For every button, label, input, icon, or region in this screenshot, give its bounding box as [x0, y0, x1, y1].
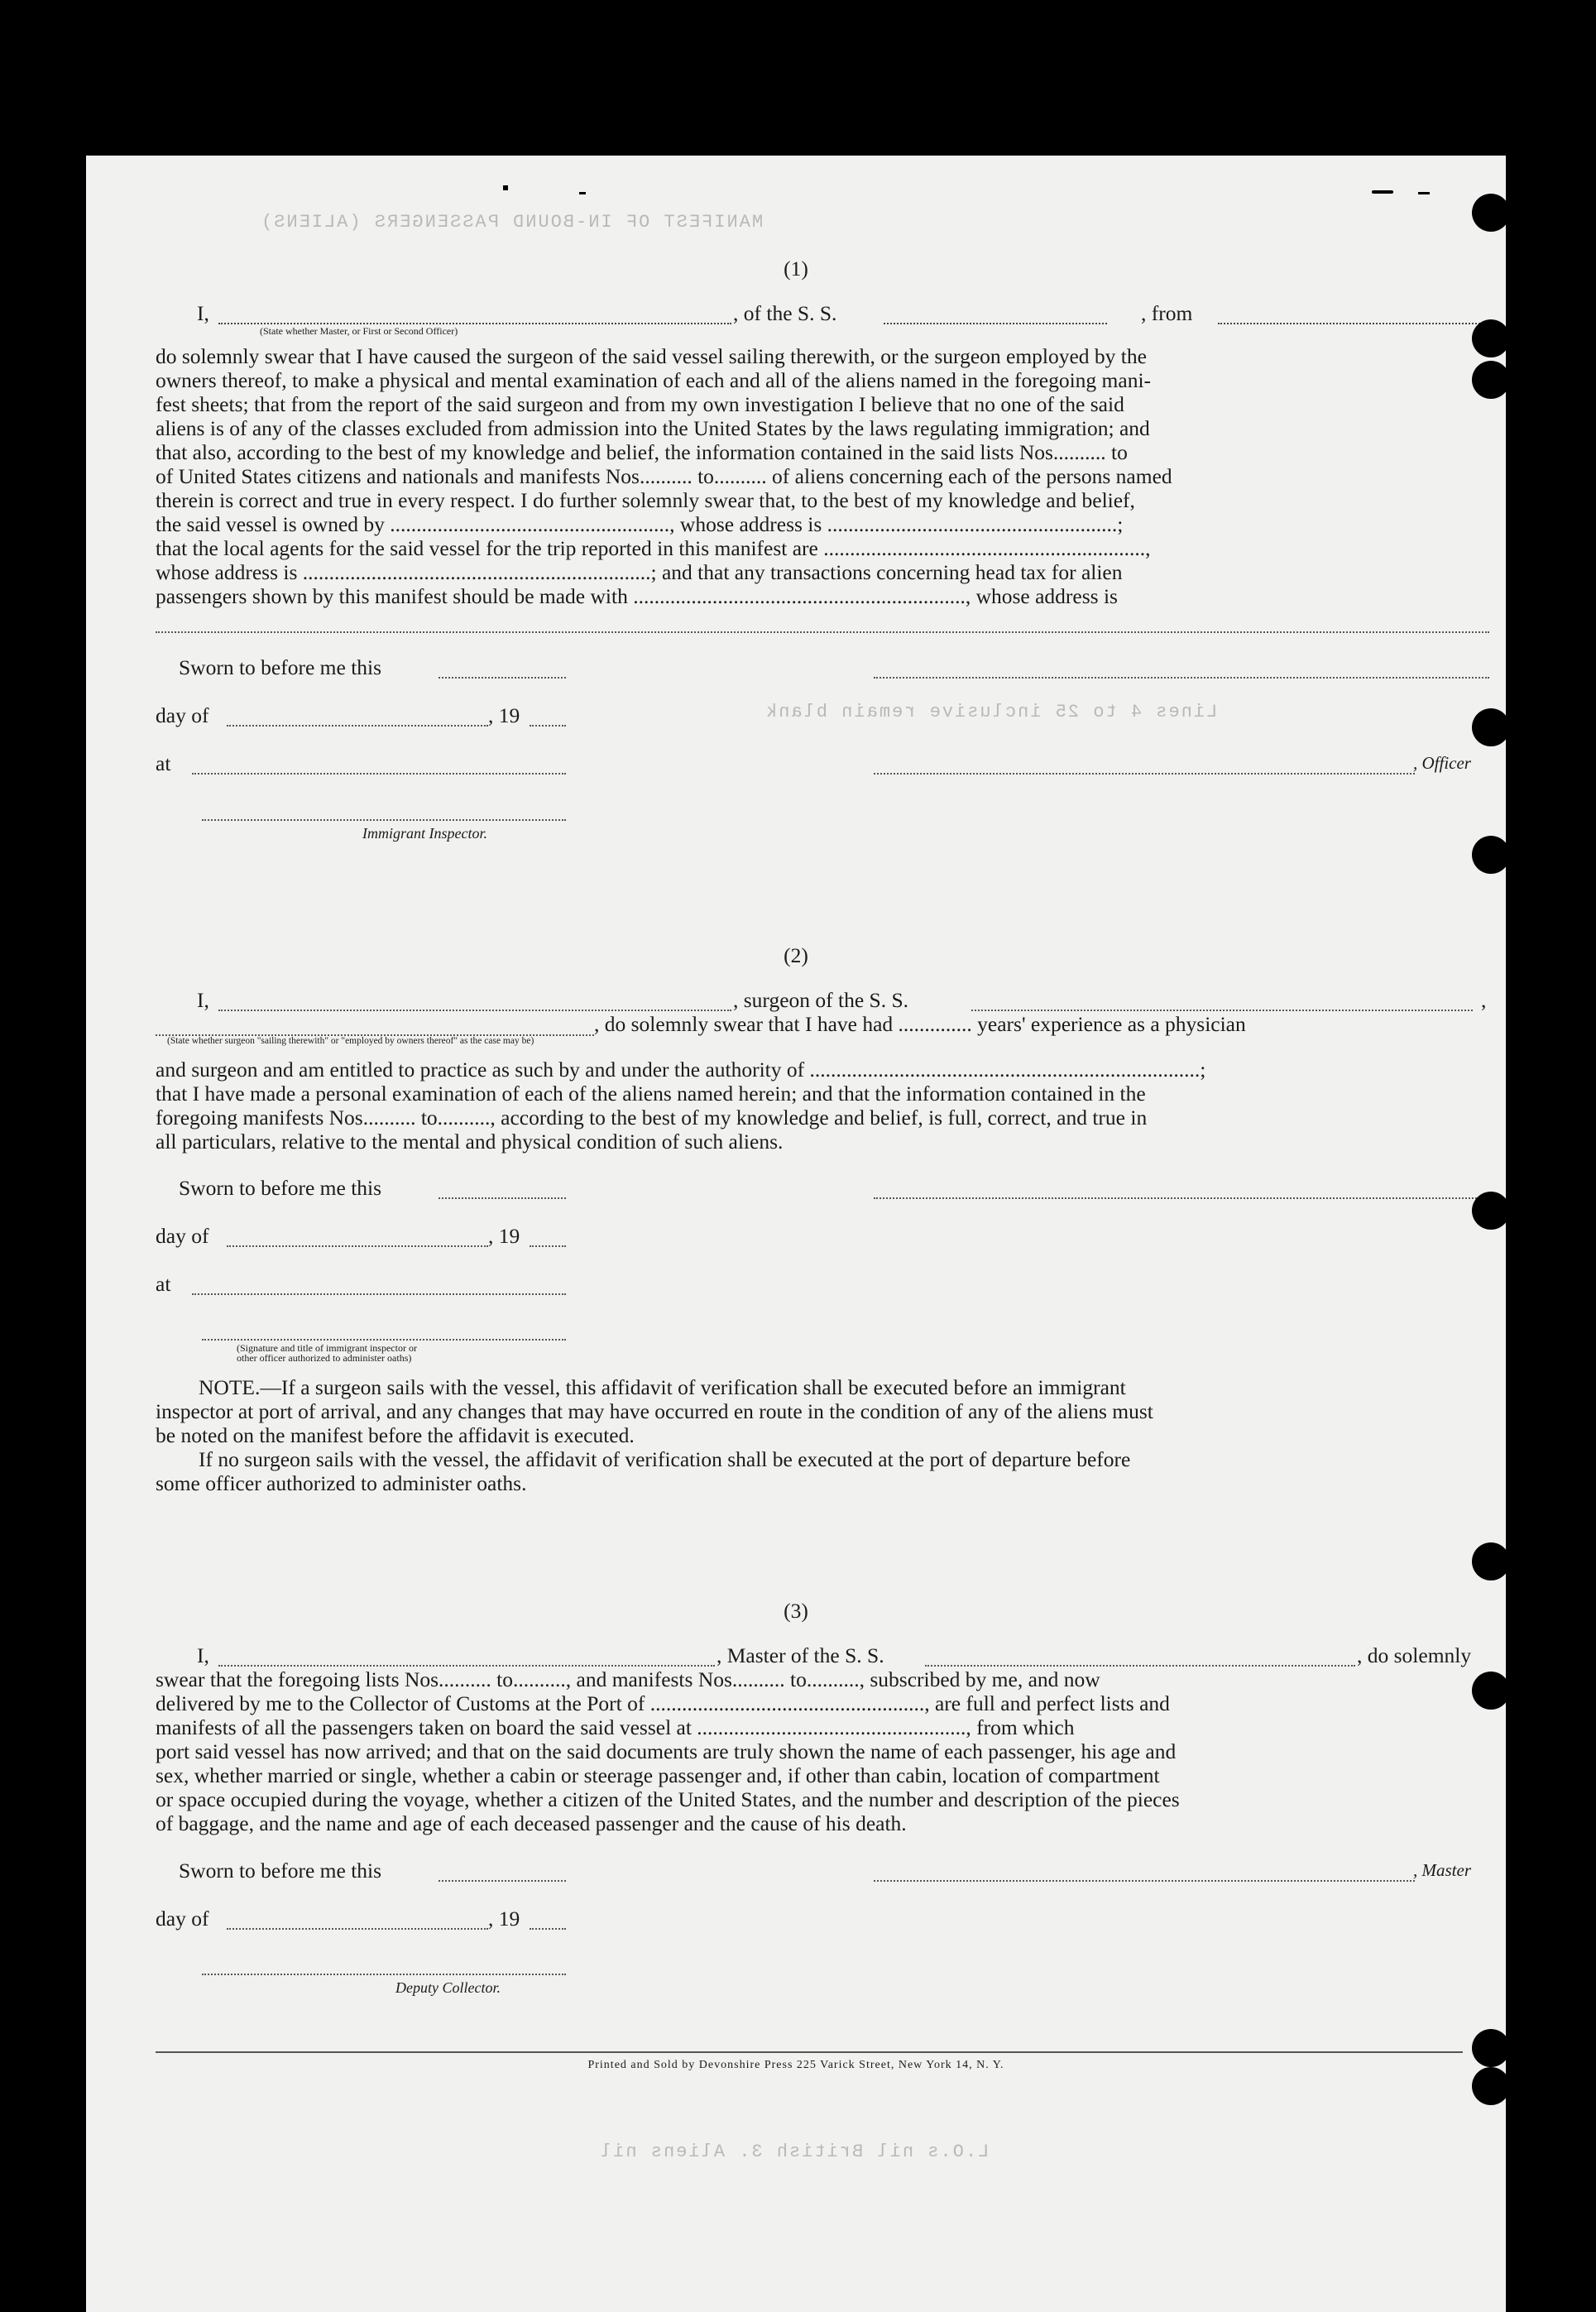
section3-day-of-label: day of	[156, 1907, 209, 1931]
section2-year-label: , 19	[488, 1224, 520, 1248]
printer-credit: Printed and Sold by Devonshire Press 225 Varick Street, New York 14, N. Y.	[587, 2059, 1004, 2071]
section2-line2: , do solemnly swear that I have had .............. years' experience as a physician	[594, 1012, 1246, 1036]
section1-line-8: that the local agents for the said vessel for the trip reported in this manifest are .............................................................,	[156, 536, 1151, 560]
section2-place-field[interactable]	[192, 1293, 566, 1295]
immigrant-inspector-label: Immigrant Inspector.	[362, 825, 487, 842]
form-page	[86, 156, 1506, 2312]
section2-ss-label: , surgeon of the S. S.	[733, 988, 909, 1012]
section2-year-field[interactable]	[530, 1245, 566, 1247]
note-line-0: NOTE.—If a surgeon sails with the vessel, this affidavit of verification shall be executed before an immigrant	[199, 1375, 1126, 1399]
section1-line-0: do solemnly swear that I have caused the surgeon of the said vessel sailing therewith, or the surgeon employed by the	[156, 344, 1147, 368]
vessel-name-field[interactable]	[884, 305, 1107, 324]
section2-day-of-label: day of	[156, 1224, 209, 1248]
note-line-4: some officer authorized to administer oaths.	[156, 1471, 527, 1495]
section1-line-7: the said vessel is owned by ....................................................., whose address is .......................................................;	[156, 512, 1124, 536]
deputy-collector-signature[interactable]	[202, 1974, 566, 1975]
binding-hole	[1472, 361, 1506, 399]
section1-day-of-label: day of	[156, 703, 209, 727]
section2-line-3: all particulars, relative to the mental and physical condition of such aliens.	[156, 1130, 784, 1154]
section1-line-4: that also, according to the best of my knowledge and belief, the information contained in the said lists Nos.......... to	[156, 440, 1128, 464]
speck	[579, 192, 586, 194]
section1-i-label: I,	[197, 301, 209, 325]
section1-ss-label: , of the S. S.	[733, 301, 837, 325]
master-name-field[interactable]	[218, 1665, 715, 1667]
speck	[1372, 190, 1393, 194]
bleed-through-header: MANIFEST OF IN-BOUND PASSENGERS (ALIENS)	[260, 212, 764, 233]
binding-hole	[1472, 319, 1506, 357]
section2-officer-signature[interactable]	[202, 1339, 566, 1341]
binding-hole	[1472, 836, 1506, 874]
speck	[1418, 192, 1430, 194]
binding-hole	[1472, 1192, 1506, 1230]
note-line-2: be noted on the manifest before the affidavit is executed.	[156, 1423, 635, 1447]
section2-month-field[interactable]	[227, 1245, 488, 1247]
surgeon-note: (State whether surgeon "sailing therewith" or "employed by owners thereof" as the case may be)	[167, 1036, 534, 1046]
section3-line-0: swear that the foregoing lists Nos.......... to.........., and manifests Nos.......... to.........., subscribed by me, and now	[156, 1667, 1100, 1691]
section1-line-1: owners thereof, to make a physical and mental examination of each and all of the aliens named in the foregoing mani-	[156, 368, 1152, 392]
section3-number: (3)	[784, 1599, 808, 1623]
section1-place-field[interactable]	[192, 773, 566, 775]
section3-i-label: I,	[197, 1643, 209, 1667]
section2-vessel-field[interactable]	[971, 1010, 1473, 1011]
bleed-through-footer: L.O.s nil British 3. Aliens nil	[599, 2142, 990, 2162]
rank-field[interactable]	[218, 305, 731, 324]
section1-from-label: , from	[1141, 301, 1193, 325]
section1-line-3: aliens is of any of the classes excluded from admission into the United States by the laws regulating immigration; and	[156, 416, 1150, 440]
binding-hole	[1472, 194, 1506, 232]
section3-line-1: delivered by me to the Collector of Customs at the Port of ...................................................., are full and perfect lists and	[156, 1691, 1170, 1715]
section1-line-6: therein is correct and true in every respect. I do further solemnly swear that, to the best of my knowledge and belief,	[156, 488, 1135, 512]
section2-i-label: I,	[197, 988, 209, 1012]
section3-master-label: , Master of the S. S.	[717, 1643, 884, 1667]
master-label: , Master	[1413, 1860, 1471, 1880]
section1-line-2: fest sheets; that from the report of the said surgeon and from my own investigation I believe that no one of the said	[156, 392, 1124, 416]
deputy-collector-label: Deputy Collector.	[395, 1979, 501, 1996]
bleed-through-lines: Lines 4 to 25 inclusive remain blank	[764, 702, 1218, 722]
section3-line-2: manifests of all the passengers taken on board the said vessel at ..................................................., from which	[156, 1715, 1075, 1739]
section2-comma: ,	[1481, 988, 1487, 1012]
section2-line-1: that I have made a personal examination of each of the aliens named herein; and that the information contained in the	[156, 1082, 1146, 1106]
section3-line-4: sex, whether married or single, whether a cabin or steerage passenger and, if other than cabin, location of compartment	[156, 1763, 1160, 1787]
section1-officer-signature-top[interactable]	[874, 677, 1489, 679]
surgeon-signature-field[interactable]	[874, 1197, 1489, 1199]
section1-line-5: of United States citizens and nationals and manifests Nos.......... to.......... of aliens concerning each of the persons named	[156, 464, 1172, 488]
master-signature-field[interactable]	[874, 1880, 1415, 1882]
section3-line-6: of baggage, and the name and age of each deceased passenger and the cause of his death.	[156, 1811, 907, 1835]
section3-month-field[interactable]	[227, 1928, 488, 1930]
section1-line-10: passengers shown by this manifest should be made with ..............................................................., whose address is	[156, 584, 1118, 608]
section1-sworn-date-field[interactable]	[439, 677, 566, 679]
section2-sworn-label: Sworn to before me this	[179, 1176, 382, 1200]
note-line-1: inspector at port of arrival, and any changes that may have occurred en route in the condition of any of the aliens must	[156, 1399, 1153, 1423]
section1-sworn-label: Sworn to before me this	[179, 655, 382, 679]
immigrant-inspector-signature[interactable]	[202, 819, 566, 821]
rank-note: (State whether Master, or First or Second Officer)	[260, 325, 458, 337]
section1-number: (1)	[784, 257, 808, 281]
surgeon-name-field[interactable]	[218, 1010, 731, 1011]
address-continuation-line	[156, 631, 1489, 633]
section1-year-label: , 19	[488, 703, 520, 727]
signature-note-1: (Signature and title of immigrant inspector or	[237, 1342, 417, 1354]
section2-number: (2)	[784, 943, 808, 967]
section3-line-5: or space occupied during the voyage, whether a citizen of the United States, and the number and description of the pieces	[156, 1787, 1180, 1811]
section3-year-field[interactable]	[530, 1928, 566, 1930]
section3-end-label: , do solemnly	[1357, 1643, 1472, 1667]
section3-line-3: port said vessel has now arrived; and that on the said documents are truly shown the name of each passenger, his age and	[156, 1739, 1177, 1763]
section3-vessel-field[interactable]	[925, 1665, 1355, 1667]
section2-line-0: and surgeon and am entitled to practice as such by and under the authority of ..........................................................................;	[156, 1058, 1206, 1082]
footer-rule	[156, 2051, 1463, 2053]
section1-at-label: at	[156, 751, 171, 775]
section3-year-label: , 19	[488, 1907, 520, 1931]
note-line-3: If no surgeon sails with the vessel, the affidavit of verification shall be executed at the port of departure before	[199, 1447, 1131, 1471]
section3-sworn-label: Sworn to before me this	[179, 1859, 382, 1883]
departure-port-field[interactable]	[1218, 305, 1489, 324]
binding-hole	[1472, 1542, 1506, 1581]
binding-hole	[1472, 2067, 1506, 2105]
section2-sworn-date-field[interactable]	[439, 1197, 566, 1199]
binding-hole	[1472, 708, 1506, 746]
binding-hole	[1472, 2029, 1506, 2067]
section1-month-field[interactable]	[227, 725, 488, 727]
section1-line-9: whose address is ..................................................................; and that any transactions concerning head tax for alien	[156, 560, 1123, 584]
section2-line-2: foregoing manifests Nos.......... to.........., according to the best of my knowledge and belief, is full, correct, and true in	[156, 1106, 1148, 1130]
section3-sworn-date-field[interactable]	[439, 1880, 566, 1882]
section2-at-label: at	[156, 1272, 171, 1296]
speck	[503, 185, 508, 190]
section1-year-field[interactable]	[530, 725, 566, 727]
officer-label: , Officer	[1413, 753, 1471, 773]
section1-officer-signature-field[interactable]	[874, 773, 1415, 775]
binding-hole	[1472, 1672, 1506, 1710]
signature-note-2: other officer authorized to administer oaths)	[237, 1352, 412, 1364]
